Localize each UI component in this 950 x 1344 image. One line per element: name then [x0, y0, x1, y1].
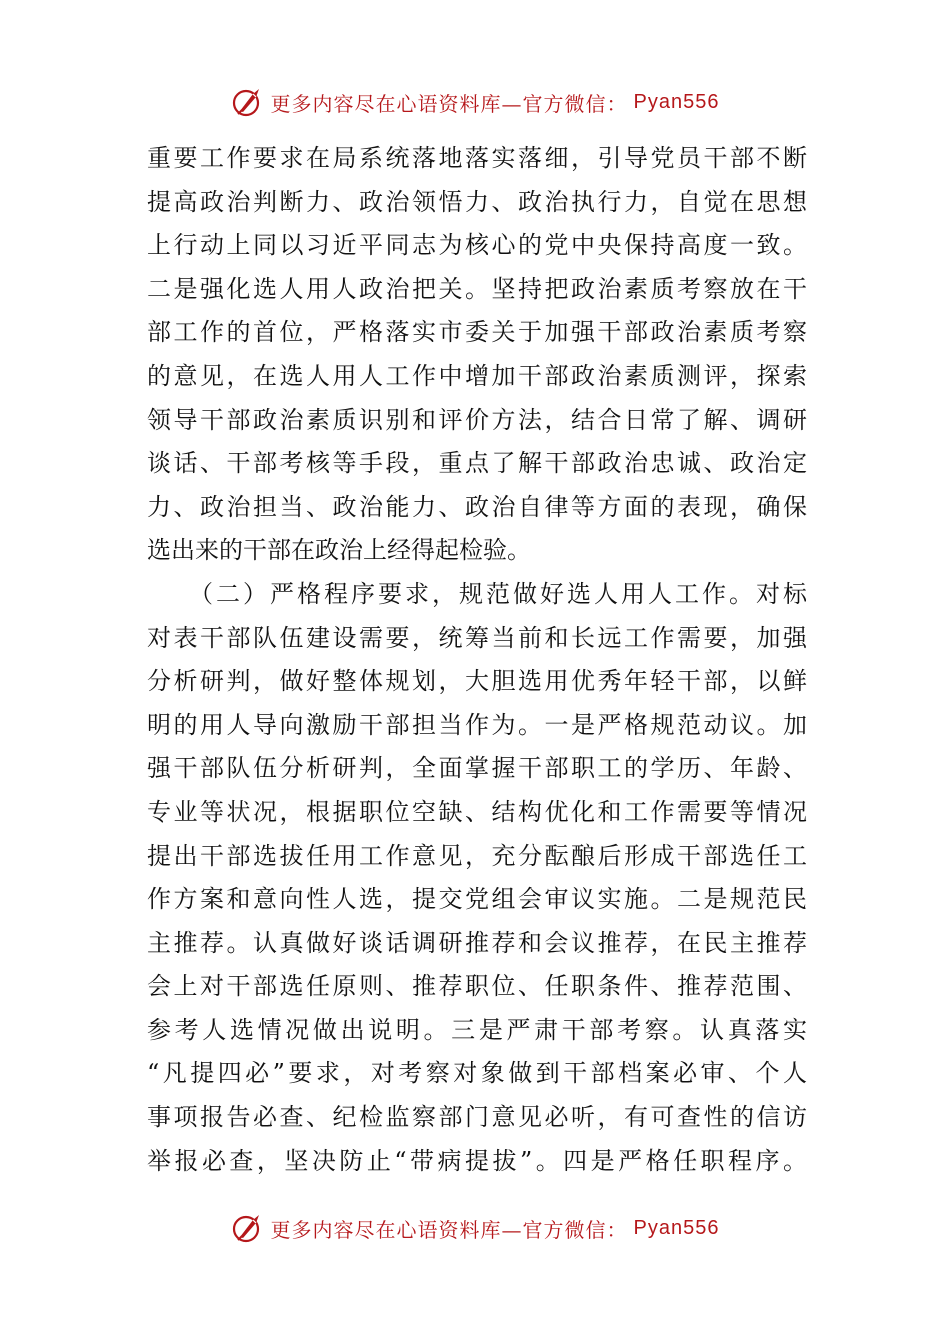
- watermark-group: [231, 1211, 720, 1245]
- watermark-group: [231, 85, 720, 119]
- body-line: 专业等状况，根据职位空缺、结构优化和工作需要等情况: [147, 797, 807, 826]
- watermark-text: 更多内容尽在心语资料库—官方微信：: [270, 1217, 628, 1242]
- body-line: 的意见，在选人用人工作中增加干部政治素质测评，探索: [147, 361, 807, 390]
- body-line: 强干部队伍分析研判，全面掌握干部职工的学历、年龄、: [147, 754, 807, 783]
- document-body: [147, 137, 807, 1183]
- body-line: 明的用人导向激励干部担当作为。一是严格规范动议。加: [147, 710, 807, 739]
- body-line: 事项报告必查、纪检监察部门意见必听，有可查性的信访: [147, 1103, 807, 1132]
- watermark-wechat-id: Pyan556: [633, 90, 720, 113]
- quill-pen-logo-icon: [231, 1211, 265, 1245]
- body-line: 对表干部队伍建设需要，统筹当前和长远工作需要，加强: [147, 623, 807, 652]
- body-line: 主推荐。认真做好谈话调研推荐和会议推荐，在民主推荐: [147, 928, 807, 957]
- watermark-header: [0, 82, 950, 122]
- body-line: 举报必查，坚决防止“带病提拔”。四是严格任职程序。: [147, 1146, 807, 1175]
- body-line: （二）严格程序要求，规范做好选人用人工作。对标: [147, 579, 807, 608]
- body-line: 选出来的干部在政治上经得起检验。: [147, 536, 531, 565]
- body-line: 参考人选情况做出说明。三是严肃干部考察。认真落实: [147, 1015, 807, 1044]
- body-line: 上行动上同以习近平同志为核心的党中央保持高度一致。: [147, 231, 807, 260]
- watermark-wechat-id: Pyan556: [633, 1216, 720, 1239]
- body-line: 会上对干部选任原则、推荐职位、任职条件、推荐范围、: [147, 972, 807, 1001]
- quill-pen-logo-icon: [231, 85, 265, 119]
- body-line: 谈话、干部考核等手段，重点了解干部政治忠诚、政治定: [147, 449, 807, 478]
- body-line: 作方案和意向性人选，提交党组会审议实施。二是规范民: [147, 885, 807, 914]
- body-line: 重要工作要求在局系统落地落实落细，引导党员干部不断: [147, 144, 807, 172]
- body-line: 领导干部政治素质识别和评价方法，结合日常了解、调研: [147, 405, 807, 434]
- body-line: “凡提四必”要求，对考察对象做到干部档案必审、个人: [147, 1059, 807, 1088]
- watermark-text: 更多内容尽在心语资料库—官方微信：: [270, 91, 628, 116]
- body-line: 提高政治判断力、政治领悟力、政治执行力，自觉在思想: [147, 187, 807, 216]
- body-line: 二是强化选人用人政治把关。坚持把政治素质考察放在干: [147, 274, 807, 303]
- body-line: 分析研判，做好整体规划，大胆选用优秀年轻干部，以鲜: [147, 667, 807, 696]
- body-line: 力、政治担当、政治能力、政治自律等方面的表现，确保: [147, 492, 807, 521]
- watermark-footer: [0, 1208, 950, 1248]
- body-line: 提出干部选拔任用工作意见，充分酝酿后形成干部选任工: [147, 841, 807, 870]
- body-line: 部工作的首位，严格落实市委关于加强干部政治素质考察: [147, 318, 807, 347]
